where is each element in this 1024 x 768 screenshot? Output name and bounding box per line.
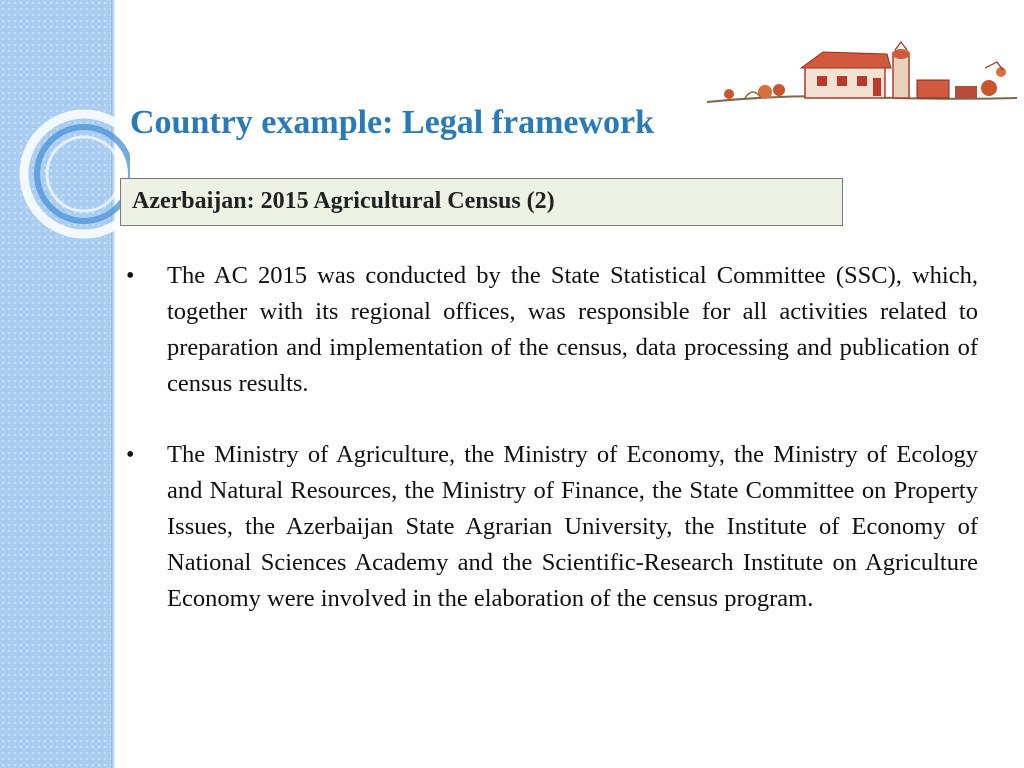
- bullet-item: [126, 258, 978, 402]
- subtitle-text: Azerbaijan: 2015 Agricultural Census (2): [132, 188, 555, 214]
- subtitle-box: [120, 178, 843, 226]
- bullet-item: [126, 437, 978, 617]
- farm-illustration-icon: [705, 40, 1020, 108]
- bullet-icon: •: [126, 442, 135, 468]
- bullet-text: The AC 2015 was conducted by the State Statistical Committee (SSC), which, together with its regional offices, was responsible for all activities related to preparation and implementation of the census, data processing and publication of census results.: [167, 262, 978, 397]
- page-title: Country example: Legal framework: [130, 104, 655, 141]
- bullet-text: The Ministry of Agriculture, the Ministry of Economy, the Ministry of Ecology and Natural Resources, the Ministry of Finance, the State Committee on Property Issues, the Azerbaijan State Agrarian University, the Institute of Economy of National Sciences Academy and the Scientific-Research Institute on Agriculture Economy were involved in the elaboration of the census program.: [167, 441, 978, 612]
- ring-decoration-icon: [0, 90, 130, 260]
- bullet-icon: •: [126, 263, 135, 289]
